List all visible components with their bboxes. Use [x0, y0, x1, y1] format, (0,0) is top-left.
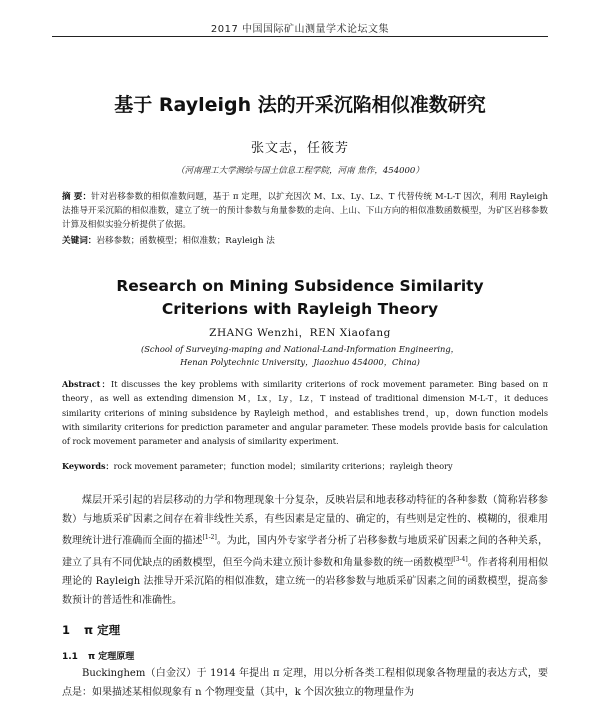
english-affiliation-line1: (School of Surveying-maping and National-Land-Information Engineering， — [141, 344, 459, 354]
english-title-line1: Research on Mining Subsidence Similarity — [116, 277, 484, 295]
section-heading — [62, 622, 120, 638]
chinese-abstract-text: 针对岩移参数的相似准数问题，基于 π 定理，以扩充因次 M、Lx、Ly、Lz、T 代替传统 M-L-T 因次，利用 Rayleigh 法推导开采沉陷的相似准数，建立了统一的预计参数与角量参数的走向、上山、下山方向的相似准数函数模型，为矿区岩移参数计算及相似实验分析提供了依据。 — [62, 192, 548, 230]
running-header: 2017 中国国际矿山测量学术论坛文集 — [210, 24, 390, 35]
pi-theorem-paragraph: Buckinghem（白金汉）于 1914 年提出 π 定理，用以分析各类工程相似现象各物理量的表达方式，要点是：如果描述某相似现象有 n 个物理变量（其中，k 个因次独立的物理量作为 — [62, 668, 548, 698]
subsection-heading — [62, 649, 134, 662]
english-authors: ZHANG Wenzhi，REN Xiaofang — [209, 327, 391, 339]
english-keywords — [62, 460, 548, 473]
citation-3-4: [3-4] — [453, 556, 468, 564]
chinese-keywords-text: 岩移参数；函数模型；相似准数；Rayleigh 法 — [96, 236, 275, 246]
subsection-title: π 定理原理 — [87, 652, 135, 662]
english-title — [0, 275, 600, 321]
chinese-authors: 张文志，任筱芳 — [250, 141, 349, 156]
section-title: π 定理 — [84, 623, 121, 637]
english-affiliation — [0, 343, 600, 369]
intro-paragraph — [62, 492, 548, 610]
chinese-keywords — [62, 235, 548, 248]
english-abstract-label: Abstract： — [62, 379, 111, 389]
english-affiliation-line2: Henan Polytechnic University，Jiaozhuo 454000，China) — [180, 357, 420, 367]
english-abstract — [62, 377, 548, 448]
english-abstract-text: It discusses the key problems with similarity criterions of rock movement parameter. Bing based on π theory，as well as extending dimension M，Lx，Ly，Lz，T instead of traditional dimension M-L-T，it deduces similarity criterions of mining subsidence by Rayleigh method，and establishes trend，up，down function models with similarity criterions for prediction parameter and angular parameter. These models provide basis for calculation of rock movement parameter and analysis of similarity experiment. — [62, 379, 548, 447]
chinese-abstract — [62, 190, 548, 232]
intro-text-part2: 。为此，国内外专家学者分析了岩移参数与地质采矿因素之间的各种关系，建立了具有不同优缺点的函数模型，但至今尚未建立预计参数和角量参数的统一函数模型 — [62, 535, 549, 569]
section-number: 1 — [62, 623, 71, 637]
chinese-keywords-label: 关键词： — [62, 236, 97, 246]
english-keywords-label: Keywords： — [62, 461, 114, 471]
english-keywords-text: rock movement parameter；function model；similarity criterions；rayleigh theory — [113, 461, 453, 471]
intro-text-part1: 煤层开采引起的岩层移动的力学和物理现象十分复杂，反映岩层和地表移动特征的各种参数（简称岩移参数）与地质采矿因素之间存在着非线性关系，有些因素是定量的、确定的，有些则是定性的、模糊的，很难用数理统计进行准确而全面的描述 — [62, 495, 548, 547]
english-title-line2: Criterions with Rayleigh Theory — [161, 300, 439, 318]
chinese-affiliation: （河南理工大学测绘与国土信息工程学院，河南 焦作，454000） — [176, 166, 424, 176]
chinese-abstract-label: 摘 要： — [62, 192, 92, 202]
intro-text-part3: 。作者将利用相似理论的 Rayleigh 法推导开采沉陷的相似准数，建立统一的岩移参数与地质采矿因素之间的函数模型，提高参数预计的普适性和准确性。 — [62, 557, 549, 606]
header-rule — [52, 36, 548, 37]
chinese-title: 基于 Rayleigh 法的开采沉陷相似准数研究 — [114, 94, 486, 116]
citation-1-2: [1-2] — [202, 534, 217, 542]
subsection-number: 1.1 — [62, 652, 78, 662]
